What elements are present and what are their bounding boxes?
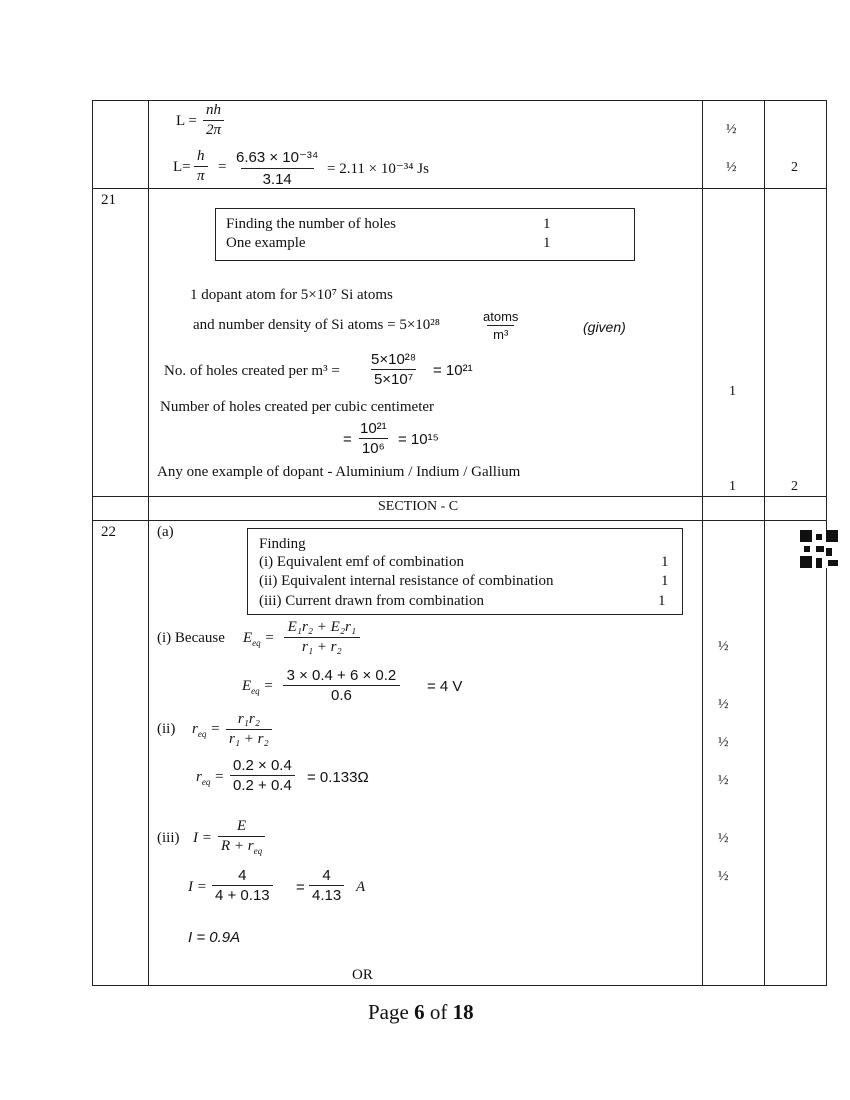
row22-iii-fraction — [218, 818, 265, 856]
row20-eq2-equals: = — [218, 159, 227, 175]
row22-ii2-result: = 0.133Ω — [307, 769, 369, 786]
row22-question-number: 22 — [101, 524, 116, 540]
row-divider-20-21 — [92, 188, 827, 189]
row20-eq1-fraction — [203, 102, 224, 139]
row21-line1: 1 dopant atom for 5×10⁷ Si atoms — [190, 287, 393, 303]
row21-mark1: 1 — [729, 384, 736, 399]
row20-eq2-den2: 3.14 — [241, 168, 314, 188]
row22-i2-den: 0.6 — [283, 685, 400, 704]
row20-eq2-fraction — [194, 148, 208, 185]
page-number-mid: of — [424, 1000, 453, 1024]
row22-iii-lhs: I = — [193, 830, 212, 846]
row22-iii3: I = 0.9A — [188, 929, 241, 946]
row21-question-number: 21 — [101, 192, 116, 208]
row22-iii-label: (iii) — [157, 830, 180, 846]
row22-part-label: (a) — [157, 524, 174, 540]
row21-scheme-item-1-marks: 1 — [543, 216, 551, 232]
row-divider-21-section — [92, 496, 827, 497]
row21-scheme-item-2-label: One example — [226, 235, 306, 251]
row21-scheme-item-1-label: Finding the number of holes — [226, 216, 396, 232]
row20-eq2-result: = 2.11 × 10⁻³⁴ Js — [327, 161, 429, 177]
row21-line2-unit-den: m³ — [487, 325, 514, 342]
section-c-heading: SECTION - C — [378, 499, 459, 514]
row22-scheme-item-1-marks: 1 — [661, 554, 669, 570]
row21-line2-unit-num: atoms — [483, 309, 519, 324]
row22-iii2-equals: = — [296, 879, 305, 896]
row21-line3-fraction — [368, 351, 419, 388]
row22-ii2-den: 0.2 + 0.4 — [230, 775, 295, 794]
page-number — [368, 1000, 474, 1025]
row21-line5-result: = 10¹⁵ — [398, 431, 439, 448]
page-number-prefix: Page — [368, 1000, 415, 1024]
row22-iii2-num2: 4 — [322, 867, 331, 884]
row21-total: 2 — [791, 479, 798, 494]
row22-ii-fraction — [226, 711, 272, 748]
row22-scheme-item-2-label: (ii) Equivalent internal resistance of combination — [259, 573, 554, 589]
row21-line4: Number of holes created per cubic centimeter — [160, 399, 435, 415]
row20-mark1: ½ — [726, 122, 737, 137]
row22-iii2-fraction — [212, 867, 273, 904]
row22-iii-den-text: R + r — [221, 838, 254, 854]
row22-ii2-lhs: $r_{eq}$ = — [196, 769, 225, 787]
row22-ii-lhs-symbol: r — [192, 721, 198, 737]
row21-line3-lhs: No. of holes created per m³ = — [164, 363, 340, 379]
column-divider-total — [764, 100, 765, 986]
column-divider-marks — [702, 100, 703, 986]
table-border-left — [92, 100, 93, 986]
row22-iii2-unit: A — [356, 879, 366, 895]
row21-line2-unit — [480, 309, 521, 342]
row-divider-section-22 — [92, 520, 827, 521]
row20-mark2: ½ — [726, 160, 737, 175]
page-number-current: 6 — [414, 1000, 425, 1024]
row22-mark-1: ½ — [718, 639, 729, 654]
row22-iii-num: E — [236, 818, 247, 834]
row22-mark-2: ½ — [718, 697, 729, 712]
row22-ii-lhs-subscript: eq — [197, 729, 207, 739]
row22-iii2-den2: 4.13 — [309, 885, 344, 904]
row22-scheme-title: Finding — [259, 536, 306, 552]
row22-mark-3: ½ — [718, 735, 729, 750]
row20-eq1-num: nh — [206, 102, 221, 118]
row22-i-lhs: $E_{eq}$ = — [243, 630, 275, 648]
row22-scheme-item-3-marks: 1 — [658, 593, 666, 609]
row22-i-label: (i) Because — [157, 630, 225, 646]
row21-line5-den: 10⁶ — [359, 438, 388, 457]
row21-line5-equals: = — [343, 431, 352, 448]
qr-code-icon — [800, 530, 838, 568]
row21-line5-fraction — [357, 420, 390, 457]
row22-mark-6: ½ — [718, 869, 729, 884]
row22-i-num: E₁r₂ + E₂r₁ — [287, 619, 357, 635]
row22-i-lhs-symbol: E — [243, 630, 253, 646]
row20-eq2-fraction2 — [230, 148, 324, 188]
row22-i2-result: = 4 V — [427, 678, 463, 695]
page-number-total: 18 — [452, 1000, 474, 1024]
row22-ii-label: (ii) — [157, 721, 176, 737]
row20-eq2-lhs: L= — [173, 159, 191, 175]
row22-i-den: r₁ + r₂ — [284, 637, 360, 656]
row21-scheme-item-2-marks: 1 — [543, 235, 551, 251]
row21-line5-num: 10²¹ — [360, 420, 387, 437]
row22-iii2-num: 4 — [238, 867, 247, 884]
row21-mark2: 1 — [729, 479, 736, 494]
row22-i-lhs-subscript: eq — [252, 638, 261, 648]
row22-ii-lhs: $r_{eq}$ = — [192, 721, 221, 739]
row21-line2-given: (given) — [583, 319, 626, 335]
row21-line3-result: = 10²¹ — [433, 362, 473, 379]
row22-mark-4: ½ — [718, 773, 729, 788]
row22-i-fraction — [284, 619, 360, 656]
table-border-top — [92, 100, 827, 101]
row22-ii2-fraction — [230, 757, 295, 794]
table-border-bottom — [92, 985, 827, 986]
row22-i2-num: 3 × 0.4 + 6 × 0.2 — [286, 667, 397, 684]
row20-total: 2 — [791, 160, 798, 175]
row22-or: OR — [352, 967, 373, 983]
row20-eq2-num2: 6.63 × 10⁻³⁴ — [236, 149, 319, 166]
row22-i2-lhs: $E_{eq}$ = — [242, 678, 274, 696]
row21-line2: and number density of Si atoms = 5×10²⁸ — [193, 317, 441, 333]
row22-iii-den: $R + r_{eq}$ — [218, 836, 265, 856]
row22-iii2-lhs: I = — [188, 879, 207, 895]
row22-scheme-item-1-label: (i) Equivalent emf of combination — [259, 554, 464, 570]
row22-i2-fraction — [283, 667, 400, 704]
row20-eq2-den: π — [194, 166, 208, 185]
row21-line6: Any one example of dopant - Aluminium / Indium / Gallium — [157, 464, 521, 480]
row22-scheme-item-3-label: (iii) Current drawn from combination — [259, 593, 484, 609]
column-divider-qno — [148, 100, 149, 986]
row22-scheme-item-2-marks: 1 — [661, 573, 669, 589]
row22-ii2-num: 0.2 × 0.4 — [233, 757, 292, 774]
row21-line3-den: 5×10⁷ — [371, 369, 416, 388]
row22-iii2-fraction2 — [309, 867, 344, 904]
row21-line3-num: 5×10²⁸ — [371, 351, 417, 368]
row20-eq1-lhs: L = — [176, 113, 197, 129]
row22-ii-den: r₁ + r₂ — [226, 729, 272, 748]
row20-eq2-num: h — [197, 148, 205, 164]
row22-ii-num: r₁r₂ — [237, 711, 260, 727]
row22-iii2-den: 4 + 0.13 — [212, 885, 273, 904]
row22-mark-5: ½ — [718, 831, 729, 846]
row20-eq1-den: 2π — [203, 120, 224, 139]
